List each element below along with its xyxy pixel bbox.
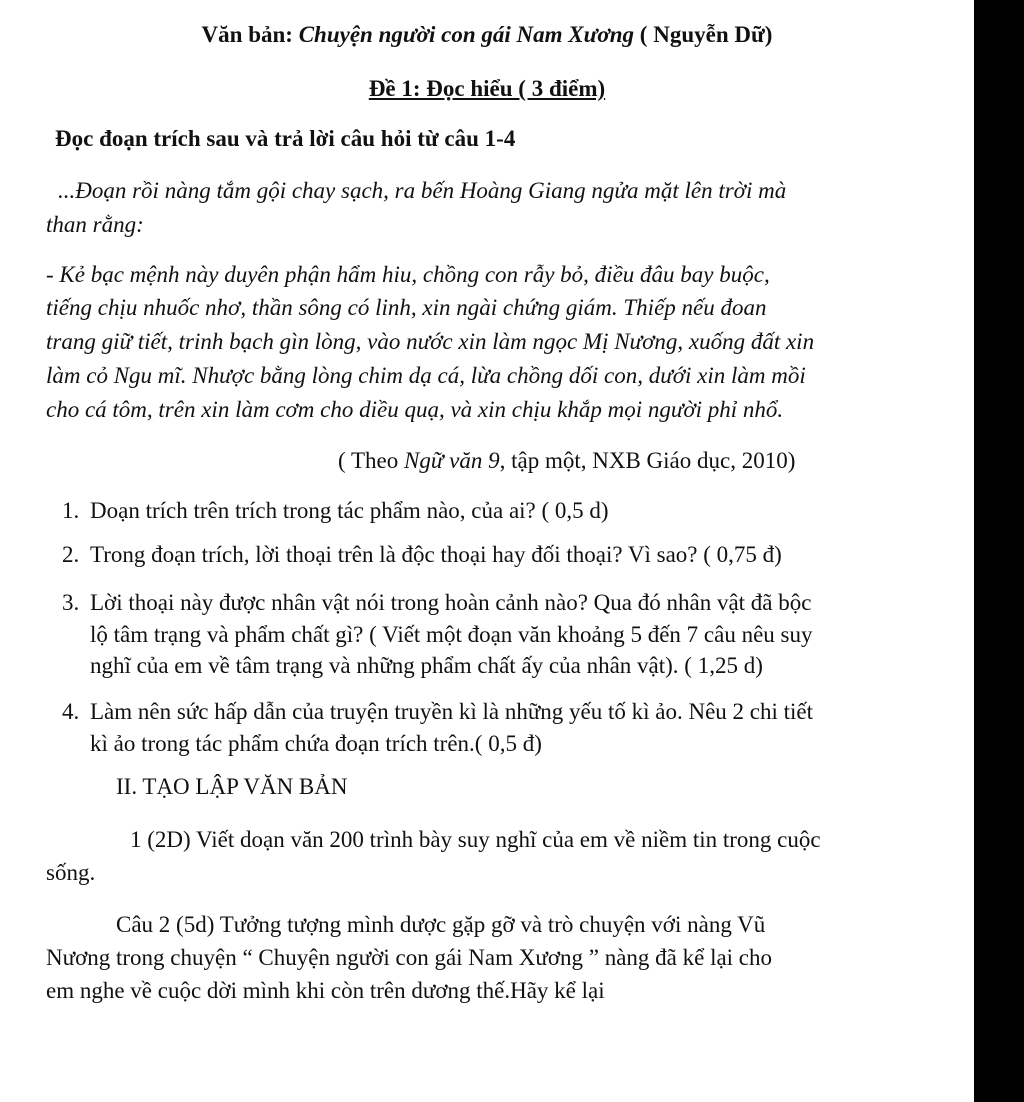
passage-line: cho cá tôm, trên xin làm cơm cho diều quạ, và xin chịu khắp mọi người phỉ nhổ. <box>46 397 784 422</box>
instruction: Đọc đoạn trích sau và trả lời câu hỏi từ câu 1-4 <box>55 126 516 151</box>
passage-line: tiếng chịu nhuốc nhơ, thần sông có linh, xin ngài chứng giám. Thiếp nếu đoan <box>46 295 767 320</box>
question-text-continued: lộ tâm trạng và phẩm chất gì? ( Viết một đoạn văn khoảng 5 đến 7 câu nêu suy <box>90 622 813 647</box>
question-item <box>62 588 811 618</box>
question-item <box>62 697 813 727</box>
question-text: Lời thoại này được nhân vật nói trong hoàn cảnh nào? Qua đó nhân vật đã bộc <box>90 590 812 615</box>
source-open: ( Theo <box>338 448 405 473</box>
question-text: Doạn trích trên trích trong tác phẩm nào, của ai? ( 0,5 d) <box>90 498 609 523</box>
task-line: sống. <box>46 860 96 885</box>
question-number: 1. <box>62 498 80 523</box>
question-text-continued: kì ảo trong tác phẩm chứa đoạn trích trên.( 0,5 đ) <box>90 731 542 756</box>
question-number: 4. <box>62 699 80 724</box>
task-line: 1 (2D) Viết doạn văn 200 trình bày suy nghĩ của em về niềm tin trong cuộc <box>130 827 821 852</box>
task-line: Câu 2 (5d) Tưởng tượng mình dược gặp gỡ và trò chuyện với nàng Vũ <box>116 912 766 937</box>
question-text-continued: nghĩ của em về tâm trạng và những phẩm chất ấy của nhân vật). ( 1,25 d) <box>90 653 763 678</box>
question-text: Trong đoạn trích, lời thoại trên là độc thoại hay đối thoại? Vì sao? ( 0,75 đ) <box>90 542 782 567</box>
passage-line: trang giữ tiết, trinh bạch gìn lòng, vào nước xin làm ngọc Mị Nương, xuống đất xin <box>46 329 815 354</box>
source-book: Ngữ văn 9 <box>404 448 500 473</box>
title-work: Chuyện người con gái Nam Xương <box>298 22 635 47</box>
section2-heading: II. TẠO LẬP VĂN BẢN <box>116 774 348 799</box>
section1-heading: Đề 1: Đọc hiểu ( 3 điểm) <box>368 76 606 101</box>
document-title <box>0 20 974 50</box>
task-line: Nương trong chuyện “ Chuyện người con gái Nam Xương ” nàng đã kể lại cho <box>46 945 773 970</box>
question-number: 3. <box>62 590 80 615</box>
title-author: ( Nguyễn Dữ) <box>639 22 773 47</box>
task-line: em nghe về cuộc dời mình khi còn trên dương thế.Hãy kể lại <box>46 978 605 1003</box>
passage-line: làm cỏ Ngu mĩ. Nhược bằng lòng chim dạ cá, lừa chồng dối con, dưới xin làm mồi <box>46 363 806 388</box>
question-number: 2. <box>62 542 80 567</box>
source-close: , tập một, NXB Giáo dục, 2010) <box>499 448 796 473</box>
passage-line: - Kẻ bạc mệnh này duyên phận hẩm hiu, chồng con rẫy bỏ, điều đâu bay buộc, <box>46 262 770 287</box>
source-citation <box>338 446 795 476</box>
question-item <box>62 496 609 526</box>
passage-line: than rằng: <box>46 212 144 237</box>
question-text: Làm nên sức hấp dẫn của truyện truyền kì là những yếu tố kì ảo. Nêu 2 chi tiết <box>90 699 814 724</box>
question-item <box>62 540 782 570</box>
passage-line: ...Đoạn rồi nàng tắm gội chay sạch, ra bến Hoàng Giang ngửa mặt lên trời mà <box>58 178 787 203</box>
title-prefix: Văn bản: <box>201 22 293 47</box>
